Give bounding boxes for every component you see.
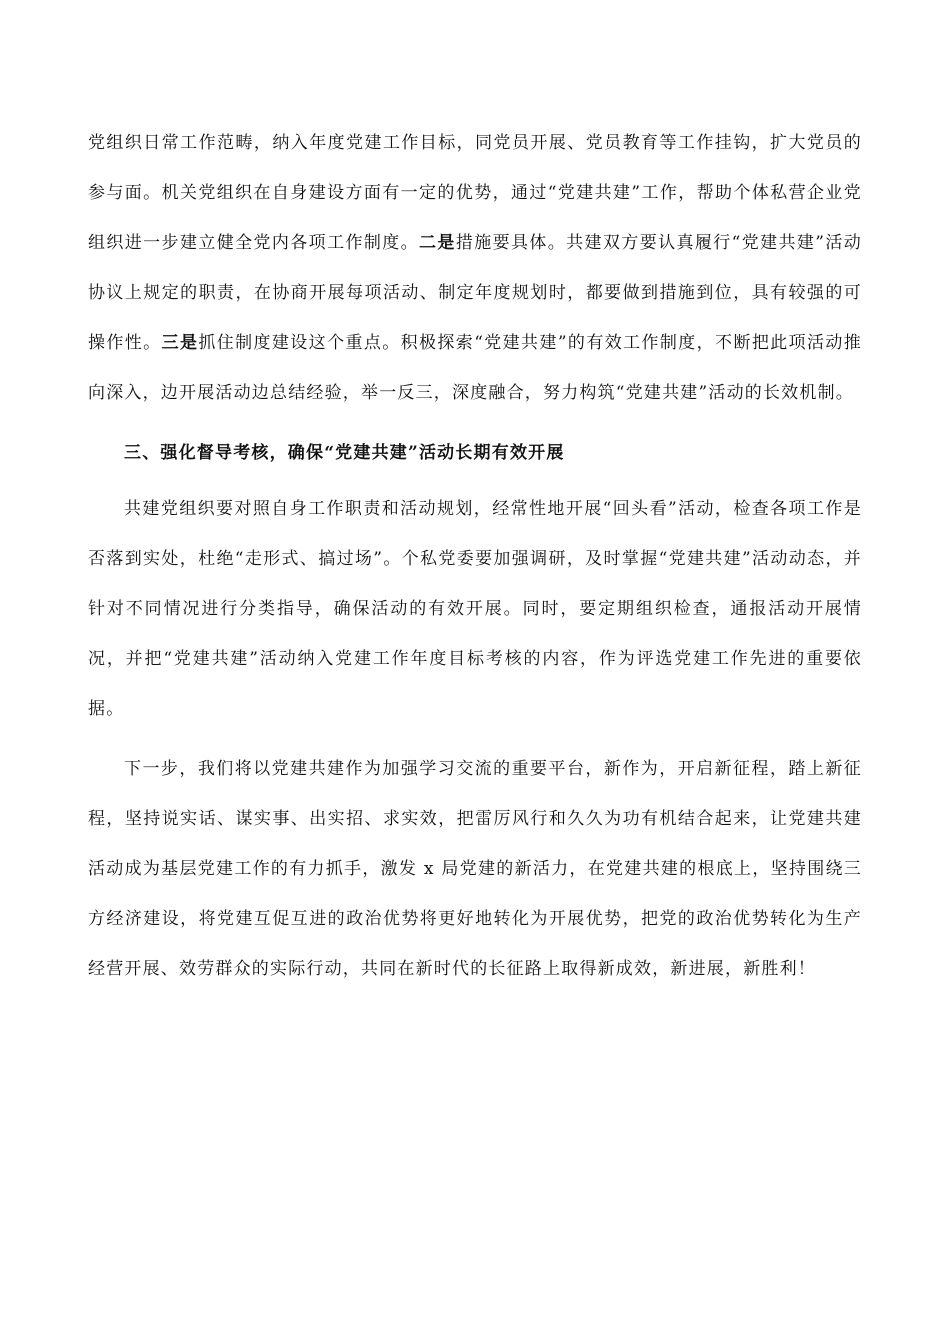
document-page: [88, 118, 862, 994]
paragraph-text: 措施要具体。共建双方要认真履行“党建共建”活动协议上规定的职责，在协商开展每项活动、制定年度规划时，都要做到措施到位，具有较强的可操作性。: [88, 233, 862, 353]
paragraph-supervision: 共建党组织要对照自身工作职责和活动规划，经常性地开展“回头看”活动，检查各项工作是否落到实处，杜绝“走形式、搞过场”。个私党委要加强调研，及时掌握“党建共建”活动动态，并针对不同情况进行分类指导，确保活动的有效开展。同时，要定期组织检查，通报活动开展情况，并把“党建共建”活动纳入党建工作年度目标考核的内容，作为评选党建工作先进的重要依据。: [88, 499, 862, 719]
paragraph-next-steps: 下一步，我们将以党建共建作为加强学习交流的重要平台，新作为，开启新征程，踏上新征程，坚持说实话、谋实事、出实招、求实效，把雷厉风行和久久为功有机结合起来，让党建共建活动成为基层党建工作的有力抓手，激发 x 局党建的新活力，在党建共建的根底上，坚持围绕三方经济建设，将党建互促互进的政治优势将更好地转化为开展优势，把党的政治优势转化为生产经营开展、效劳群众的实际行动，共同在新时代的长征路上取得新成效，新进展，新胜利！: [88, 759, 862, 979]
paragraph-text: 党组织日常工作范畴，纳入年度党建工作目标，同党员开展、党员教育等工作挂钩，扩大党员的参与面。机关党组织在自身建设方面有一定的优势，通过“党建共建”工作，帮助个体私营企业党组织进一步建立健全党内各项工作制度。: [88, 133, 862, 253]
emphasis-label-two: 二是: [419, 233, 456, 253]
paragraph-continuation: [88, 118, 862, 418]
section-heading-three: 三、强化督导考核，确保“党建共建”活动长期有效开展: [124, 443, 565, 463]
paragraph-text: 抓住制度建设这个重点。积极探索“党建共建”的有效工作制度，不断把此项活动推向深入，边开展活动边总结经验，举一反三，深度融合，努力构筑“党建共建”活动的长效机制。: [88, 333, 862, 403]
emphasis-label-three: 三是: [161, 333, 199, 353]
